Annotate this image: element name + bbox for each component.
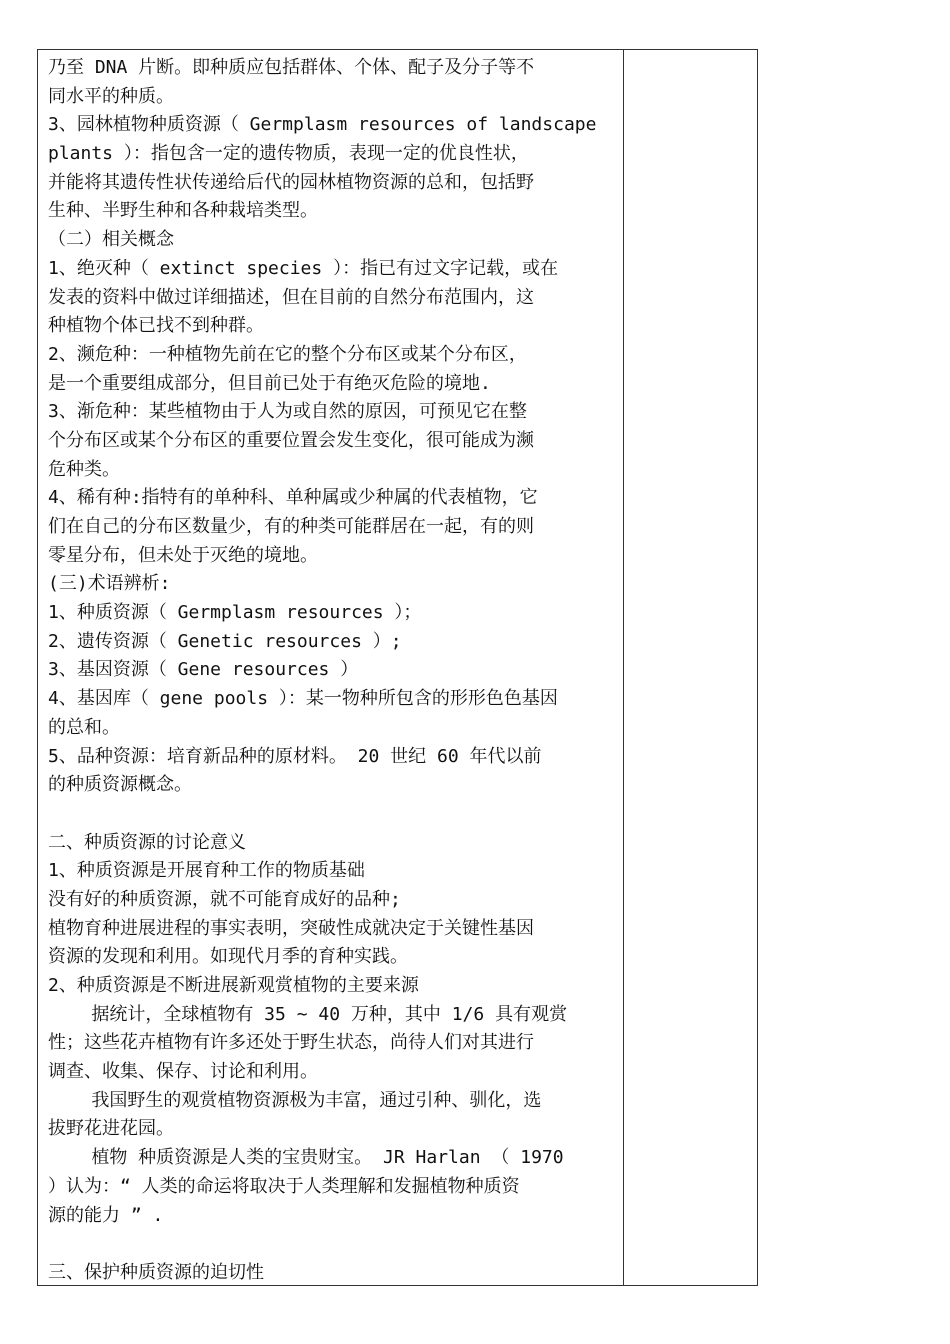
content-cell	[38, 50, 624, 1285]
text-line: 调查、收集、保存、讨论和利用。	[48, 1061, 318, 1083]
text-line: 同水平的种质。	[48, 85, 174, 107]
text-line: 我国野生的观赏植物资源极为丰富，通过引种、驯化，选	[48, 1089, 542, 1111]
text-line: 是一个重要组成部分，但目前已处于有绝灭危险的境地.	[48, 372, 491, 394]
text-line: 植物 种质资源是人类的宝贵财宝。 JR Harlan （ 1970	[48, 1147, 564, 1169]
text-line: 2、濒危种：一种植物先前在它的整个分布区或某个分布区，	[48, 343, 527, 365]
text-line: 并能将其遗传性状传递给后代的园林植物资源的总和，包括野	[48, 171, 534, 193]
text-line: 的种质资源概念。	[48, 774, 192, 796]
text-line: 零星分布，但未处于灭绝的境地。	[48, 544, 318, 566]
text-line: 1、种质资源是开展育种工作的物质基础	[48, 860, 365, 882]
text-line: 1、种质资源（ Germplasm resources ）；	[48, 602, 422, 624]
text-line: （二）相关概念	[48, 229, 174, 251]
text-line: 3、渐危种：某些植物由于人为或自然的原因，可预见它在整	[48, 401, 527, 423]
text-line: 3、园林植物种质资源（ Germplasm resources of landscape	[48, 114, 597, 136]
text-line: 拔野花进花园。	[48, 1118, 174, 1140]
text-line: 种植物个体已找不到种群。	[48, 315, 264, 337]
text-line: 没有好的种质资源，就不可能育成好的品种;	[48, 888, 401, 910]
text-line: 4、基因库（ gene pools ）：某一物种所包含的形形色色基因	[48, 688, 558, 710]
text-line: 生种、半野生种和各种栽培类型。	[48, 200, 318, 222]
document-table	[37, 49, 758, 1286]
text-line: plants ）：指包含一定的遗传物质，表现一定的优良性状，	[48, 143, 529, 165]
text-line: 个分布区或某个分布区的重要位置会发生变化，很可能成为濒	[48, 429, 534, 451]
text-line: 的总和。	[48, 716, 120, 738]
text-line: 二、种质资源的讨论意义	[48, 831, 246, 853]
text-line: ）认为：“ 人类的命运将取决于人类理解和发掘植物种质资	[48, 1175, 520, 1197]
text-line: 2、遗传资源（ Genetic resources ）;	[48, 630, 402, 652]
blank-line	[48, 1230, 613, 1259]
text-line: 4、稀有种:指特有的单种科、单种属或少种属的代表植物，它	[48, 487, 538, 509]
text-line: 1、绝灭种（ extinct species ）：指已有过文字记载，或在	[48, 257, 559, 279]
text-line: 3、基因资源（ Gene resources ）	[48, 659, 359, 681]
blank-line	[48, 800, 613, 829]
text-line: 危种类。	[48, 458, 120, 480]
text-line: 5、品种资源：培育新品种的原材料。 20 世纪 60 年代以前	[48, 745, 542, 767]
text-line: 发表的资料中做过详细描述，但在目前的自然分布范围内，这	[48, 286, 534, 308]
text-line: 植物育种进展进程的事实表明，突破性成就决定于关键性基因	[48, 917, 534, 939]
text-line: 2、种质资源是不断进展新观赏植物的主要来源	[48, 975, 419, 996]
text-line: (三)术语辨析:	[48, 573, 171, 595]
text-line: 资源的发现和利用。如现代月季的育种实践。	[48, 946, 408, 968]
text-line: 们在自己的分布区数量少，有的种类可能群居在一起，有的则	[48, 516, 534, 537]
text-line: 三、保护种质资源的迫切性	[48, 1261, 264, 1283]
text-line: 乃至 DNA 片断。即种质应包括群体、个体、配子及分子等不	[48, 57, 535, 78]
text-line: 据统计，全球植物有 35 ~ 40 万种，其中 1/6 具有观赏	[48, 1003, 568, 1025]
text-line: 源的能力 ” .	[48, 1204, 164, 1226]
empty-side-cell	[624, 50, 757, 1285]
text-line: 性；这些花卉植物有许多还处于野生状态，尚待人们对其进行	[48, 1032, 534, 1054]
